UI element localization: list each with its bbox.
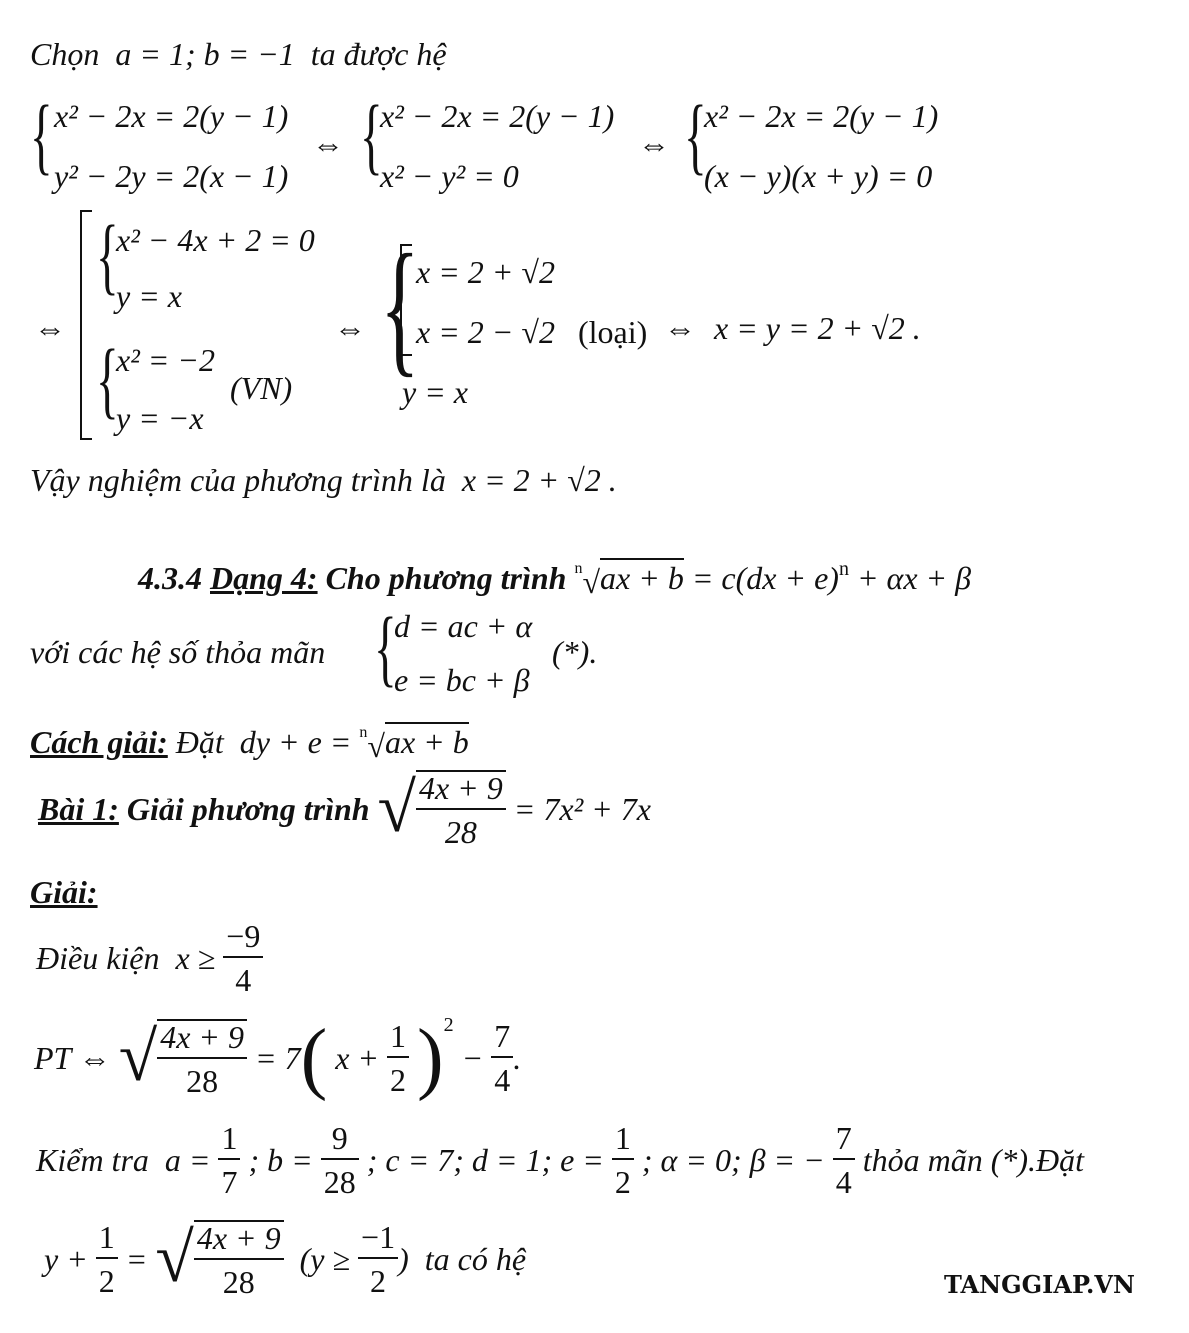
coeff-eq1: d = ac + α: [394, 608, 533, 644]
solution-label: Giải:: [30, 874, 98, 910]
loai-label: (loại): [578, 314, 648, 350]
eq-r1: x = 2 + √2: [416, 254, 555, 290]
equiv-sign: ⇔: [312, 126, 344, 162]
equiv-sign: ⇔: [334, 310, 366, 346]
bracket: [80, 210, 92, 440]
check-line: Kiểm tra a = $\frac{1}{7}$ ; b = $\frac{9}{28}$ ; c = 7; d = 1; e = $\frac{1}{2}$ ; α = 0; β = − $\frac{7}{4}$ thỏa mãn (*).Đặt: [36, 1120, 1085, 1200]
eq-r3: y = x: [402, 374, 468, 410]
intro-line: Chọn a = 1; b = −1 ta được hệ: [30, 36, 447, 72]
final-result: x = y = 2 + √2 .: [714, 310, 921, 346]
coeff-eq2: e = bc + β: [394, 662, 530, 698]
eq-b1: x² − 2x = 2(y − 1): [380, 98, 615, 134]
bracket: [400, 244, 412, 356]
condition-line: Điều kiện x ≥ $\frac{-9}{4}$: [36, 920, 263, 996]
eq-q1: x² = −2: [116, 342, 215, 378]
eq-p1: x² − 4x + 2 = 0: [116, 222, 315, 258]
coeff-text: với các hệ số thỏa mãn: [30, 634, 326, 670]
equiv-sign: ⇔: [34, 310, 66, 346]
eq-c1: x² − 2x = 2(y − 1): [704, 98, 939, 134]
pt-line: PT ⇔ √ $\frac{4x + 9}{28}$ = 7( x + $\frac{1}{2}$ )$^2$ − $\frac{7}{4}$ .: [34, 1014, 522, 1102]
equiv-sign: ⇔: [638, 126, 670, 162]
section-heading: 4.3.4 Dạng 4: Cho phương trình $^n$√ax + b = c(dx + e)$^n$ + αx + β: [138, 558, 972, 600]
vn-label: (VN): [230, 370, 293, 406]
eq-a1: x² − 2x = 2(y − 1): [54, 98, 289, 134]
eq-r2: x = 2 − √2: [416, 314, 555, 350]
eq-c2: (x − y)(x + y) = 0: [704, 158, 933, 194]
eq-q2: y = −x: [116, 400, 204, 436]
coeff-star: (*).: [552, 634, 598, 670]
watermark-logo: TANGGIAP.VN: [944, 1270, 1135, 1299]
eq-b2: x² − y² = 0: [380, 158, 519, 194]
eq-p2: y = x: [116, 278, 182, 314]
substitution-line: y + $\frac{1}{2}$ = √ $\frac{4x + 9}{28}$ (y ≥ $\frac{-1}{2}$ ) ta có hệ: [44, 1219, 527, 1300]
method-line: Cách giải: Đặt dy + e = $^n$√ax + b: [30, 724, 469, 764]
equiv-sign: ⇔: [664, 310, 696, 346]
problem-1: Bài 1: Giải phương trình √ $\frac{4x + 9}{28}$ = 7x² + 7x: [38, 770, 651, 850]
conclusion-line: Vậy nghiệm của phương trình là x = 2 + √2 .: [30, 462, 617, 498]
eq-a2: y² − 2y = 2(x − 1): [54, 158, 289, 194]
